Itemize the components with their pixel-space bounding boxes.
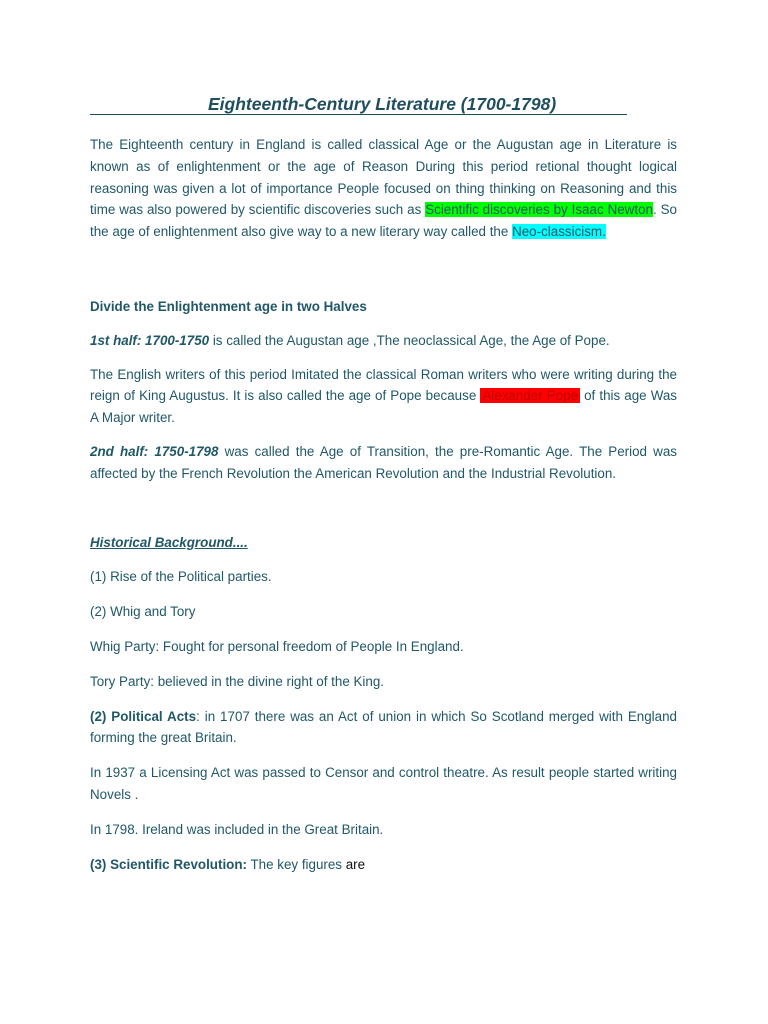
english-writers-paragraph: [90, 364, 677, 429]
intro-text-1: The Eighteenth century in England is called classical Age or the Augustan age in Literature is known as of enlightenment or the age of Reason During this period retional thought logical reasoning was given a lot of importance People focused on thing thinking on Reasoning and this time was also powered by scientific discoveries such as: [90, 137, 677, 218]
political-acts-text: : in 1707 there was an Act of union in which So Scotland merged with England forming the great Britain.: [90, 708, 677, 746]
first-half-label: 1st half: 1700-1750: [90, 332, 210, 348]
ireland-paragraph: In 1798. Ireland was included in the Great Britain.: [90, 821, 384, 837]
list-item-rise: (1) Rise of the Political parties.: [90, 569, 272, 585]
highlight-neoclassicism: Neo-classicism.: [512, 224, 606, 240]
list-item-whig-party: Whig Party: Fought for personal freedom of People In England.: [90, 638, 464, 654]
scientific-paragraph: [90, 854, 677, 876]
first-half-text: is called the Augustan age ,The neoclassical Age, the Age of Pope.: [209, 332, 610, 348]
historical-background-heading: Historical Background....: [90, 534, 248, 550]
licensing-paragraph: In 1937 a Licensing Act was passed to Censor and control theatre. As result people started writing Novels .: [90, 765, 677, 802]
political-acts-paragraph: [90, 706, 677, 750]
divide-heading: Divide the Enlightenment age in two Halves: [90, 298, 367, 314]
scientific-text: The key figures: [246, 856, 346, 872]
second-half-text: was called the Age of Transition, the pre-Romantic Age. The Period was affected by the French Revolution the American Revolution and the Industrial Revolution.: [90, 443, 677, 481]
title-row: [90, 94, 677, 120]
scientific-text-end: are: [345, 856, 366, 872]
english-writers-text-1: The English writers of this period Imitated the classical Roman writers who were writing during the reign of King Augustus. It is also called the age of Pope because: [90, 366, 677, 404]
second-half-paragraph: [90, 441, 677, 485]
scientific-label: (3) Scientific Revolution:: [90, 856, 247, 872]
document-page: [90, 94, 677, 888]
list-item-whig-tory: (2) Whig and Tory: [90, 604, 196, 620]
highlight-newton: Scientific discoveries by Isaac Newton: [425, 202, 653, 218]
english-writers-text-2: of this age Was A Major writer.: [90, 388, 677, 426]
first-half-paragraph: [90, 330, 677, 352]
political-acts-label: (2) Political Acts: [90, 708, 197, 724]
document-title: Eighteenth-Century Literature (1700-1798): [208, 94, 557, 114]
list-item-tory-party: Tory Party: believed in the divine right of the King.: [90, 673, 385, 689]
intro-paragraph: [90, 134, 677, 243]
intro-text-2: . So the age of enlightenment also give way to a new literary way called the: [90, 202, 677, 240]
highlight-alexander-pope: Alexander Pope: [482, 388, 579, 404]
second-half-label: 2nd half: 1750-1798: [90, 443, 219, 459]
